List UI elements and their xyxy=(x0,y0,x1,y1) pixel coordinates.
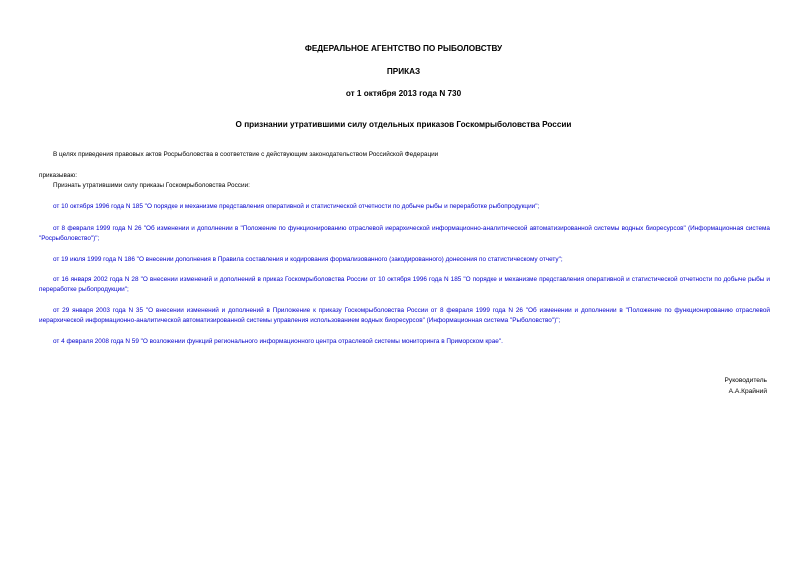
signatory-position: Руководитель xyxy=(724,377,767,384)
order-word: приказываю: xyxy=(39,172,77,179)
date-number-heading: от 1 октября 2013 года N 730 xyxy=(345,89,462,98)
intro-paragraph: В целях приведения правовых актов Росрыболовства в соответствие с действующим законодательством Российской Федерации xyxy=(53,151,439,158)
revoked-order-item xyxy=(39,224,770,243)
signatory-name: А.А.Крайний xyxy=(728,388,767,395)
revoked-order-item xyxy=(39,275,770,294)
revoked-order-item xyxy=(39,306,770,325)
revoked-order-link[interactable]: от 16 января 2002 года N 28 "О внесении изменений и дополнений в приказ Госкомрыболовства России от 10 октября 1996 года N 185 "О порядке и механизме представления оперативной и статистической отчетности по добыче рыбы и переработке рыбопродукции"; xyxy=(39,276,770,293)
revoked-order-link[interactable]: от 4 февраля 2008 года N 59 "О возложении функций регионального информационного центра отраслевой системы мониторинга в Приморском крае". xyxy=(53,338,503,345)
revoked-order-link[interactable]: от 19 июля 1999 года N 186 "О внесении дополнения в Правила составления и кодирования формализованного (закодированного) донесения по статистическому отчету"; xyxy=(53,256,563,263)
doc-type-heading: ПРИКАЗ xyxy=(386,67,421,76)
revoked-order-link[interactable]: от 8 февраля 1999 года N 26 "Об изменении и дополнении в "Положение по функционированию отраслевой иерархической информационно-аналитической автоматизированной системы водных биоресурсов" (Информационная система "Росрыболовство")"; xyxy=(39,225,770,242)
revoked-order-link[interactable]: от 29 января 2003 года N 35 "О внесении изменений и дополнений в Приложение к приказу Госкомрыболовства России от 8 февраля 1999 года N 26 "Об изменении и дополнении в "Положение по функционированию отраслевой иерархической информационно-аналитической автоматизированной системы управления использованием водных биоресурсов" (Информационная система "Рыболовство")"; xyxy=(39,307,770,324)
agency-heading: ФЕДЕРАЛЬНОЕ АГЕНТСТВО ПО РЫБОЛОВСТВУ xyxy=(304,44,503,53)
revoked-order-link[interactable]: от 10 октября 1996 года N 185 "О порядке и механизме представления оперативной и статистической отчетности по добыче рыбы и переработке рыбопродукции"; xyxy=(53,203,540,210)
document-title: О признании утратившими силу отдельных приказов Госкомрыболовства России xyxy=(235,120,572,129)
decree-paragraph: Признать утратившими силу приказы Госкомрыболовства России: xyxy=(53,182,250,189)
